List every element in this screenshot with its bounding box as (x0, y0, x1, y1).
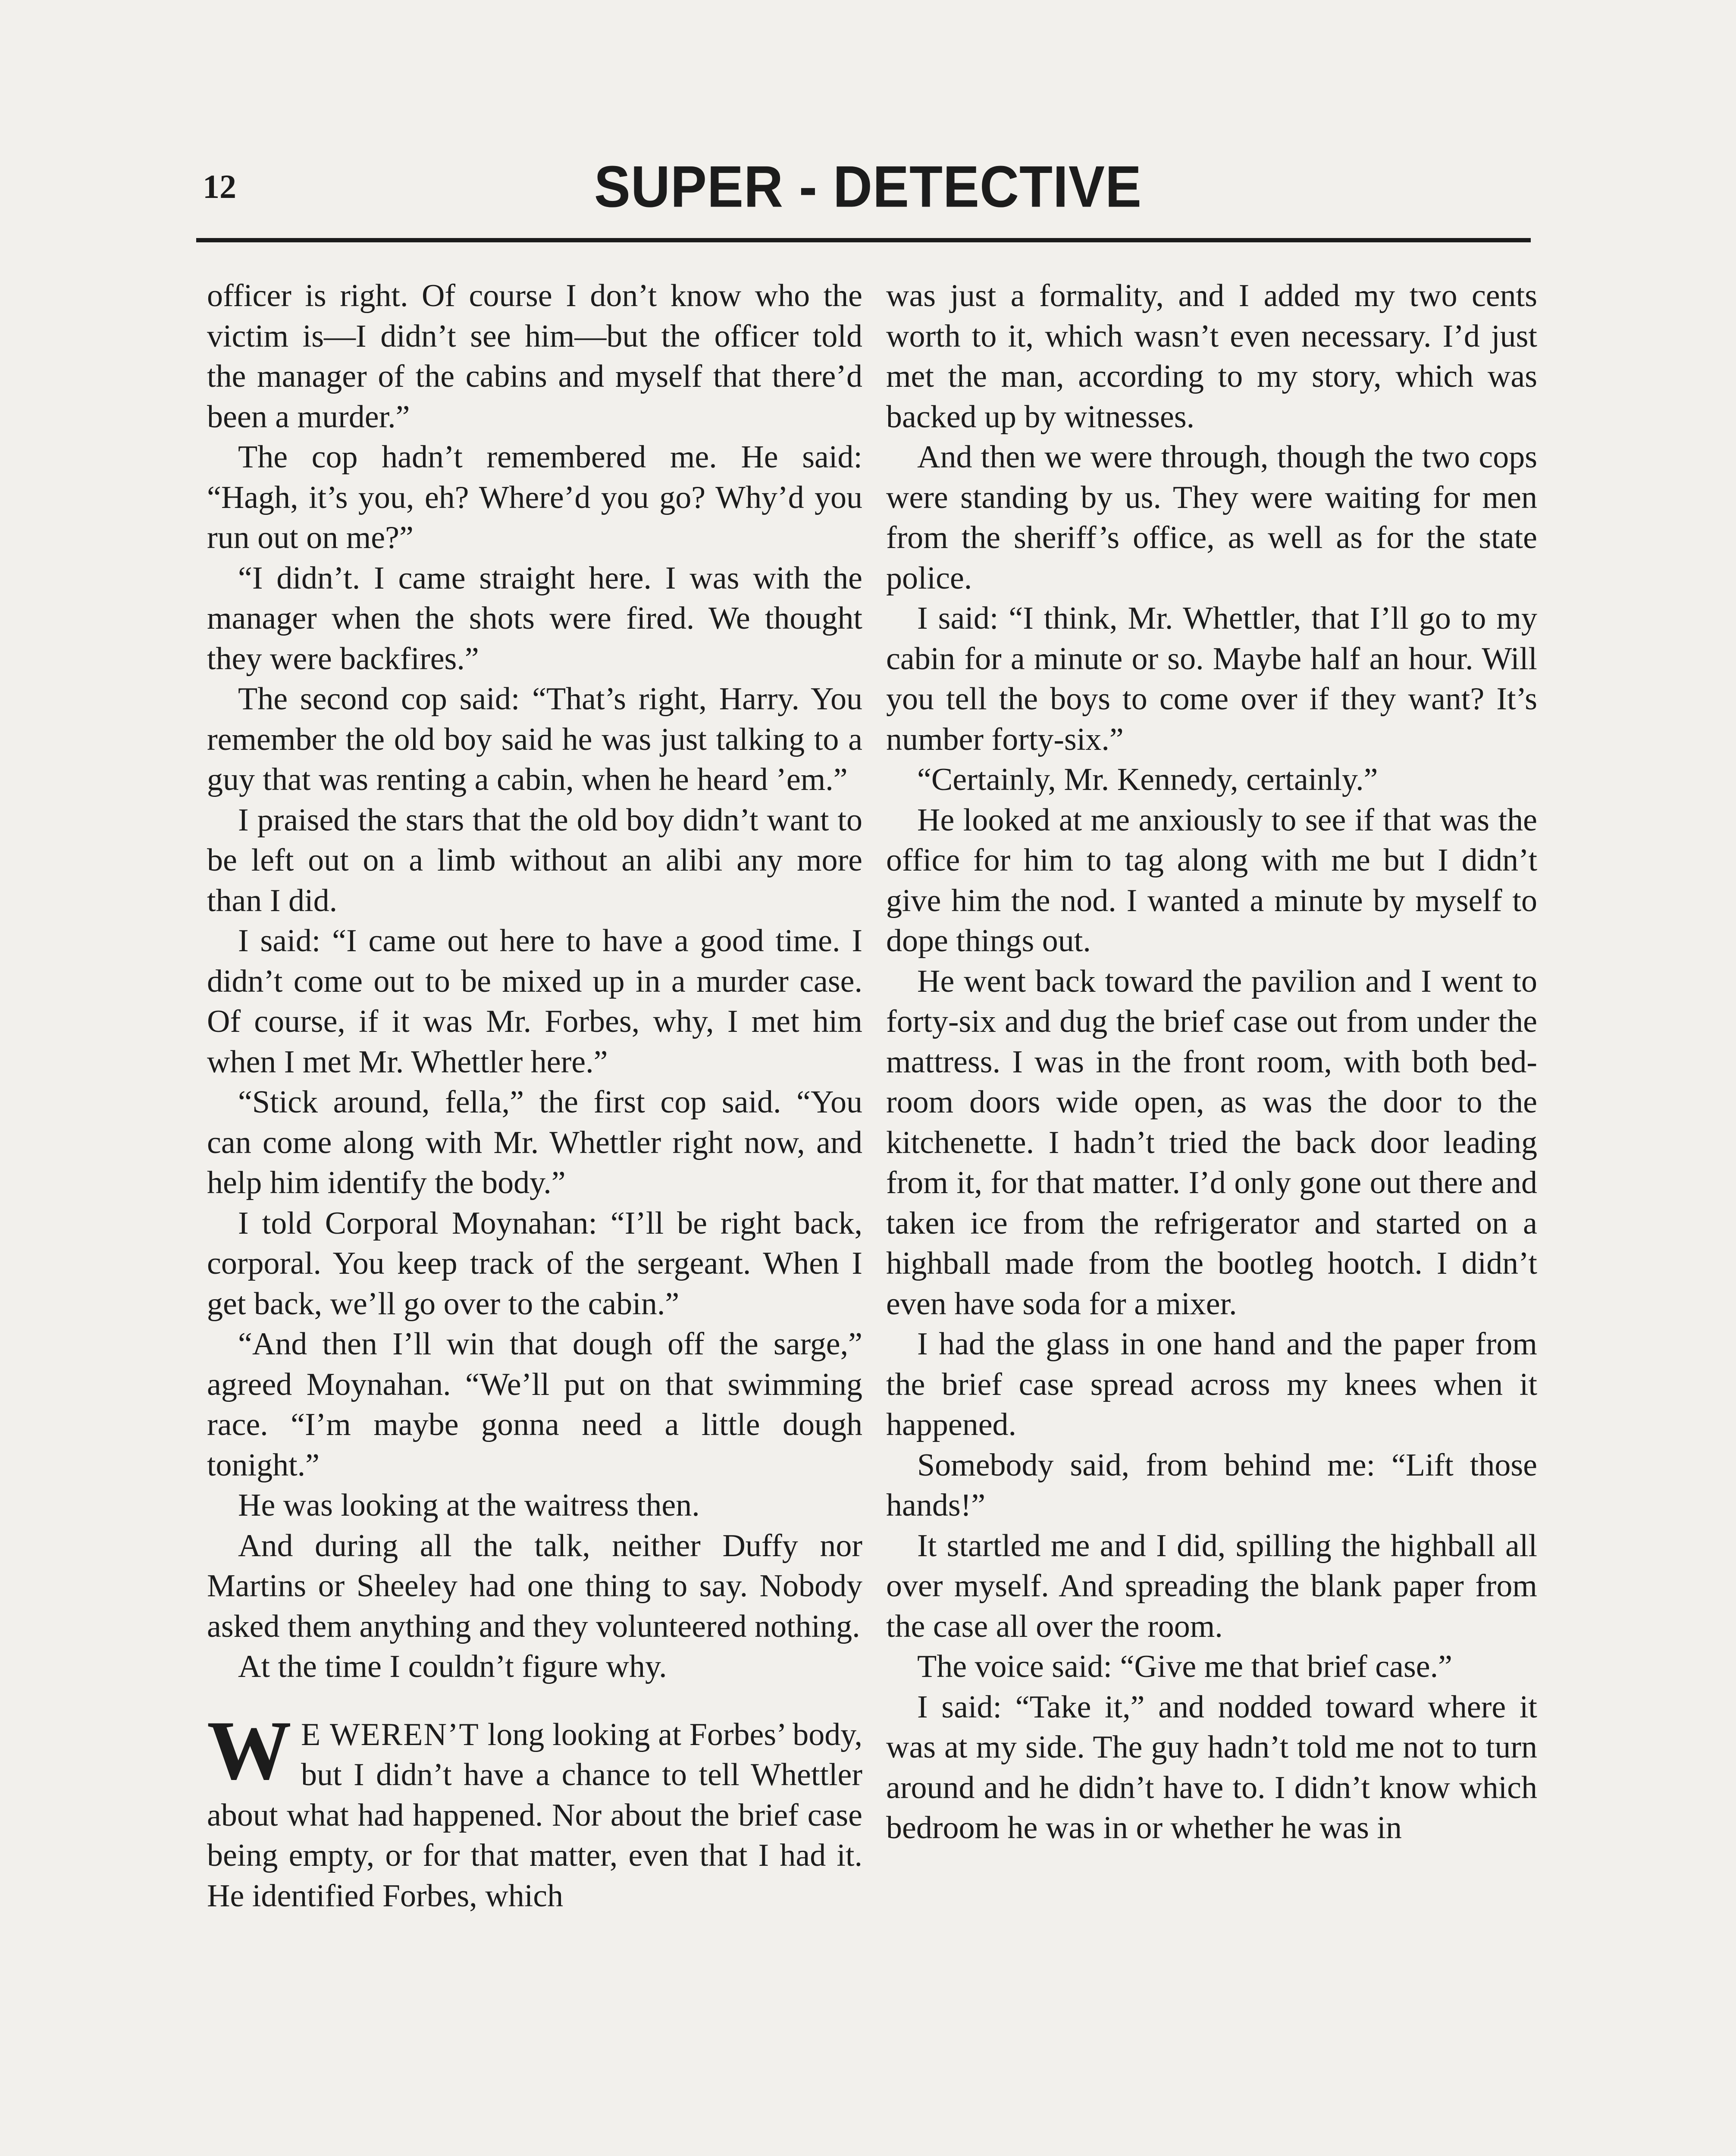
page-number: 12 (203, 168, 236, 205)
paragraph: He went back toward the pavilion and I went to forty-six and dug the brief case out from under the mattress. I was in the front room, with both bedroom doors wide open, as was the door to the kitchenette. I hadn’t tried the back door leading from it, for that matter. I’d only gone out there and taken ice from the refrigerator and started on a highball made from the bootleg hootch. I didn’t even have soda for a mixer. (886, 963, 1537, 1322)
paragraph: “And then I’ll win that dough off the sarge,” agreed Moynahan. “We’ll put on that swimming race. “I’m maybe gonna need a little dough tonight.” (207, 1326, 862, 1483)
paragraph: was just a formality, and I added my two cents worth to it, which wasn’t even necessary. I’d just met the man, according to my story, which was backed up by witnesses. (886, 278, 1537, 435)
paragraph: And then we were through, though the two cops were standing by us. They were waiting for men from the sheriff’s office, as well as for the state police. (886, 439, 1537, 596)
paragraph: Somebody said, from behind me: “Lift those hands!” (886, 1447, 1537, 1523)
paragraph: The second cop said: “That’s right, Harry. You remember the old boy said he was just talking to a guy that was renting a cabin, when he heard ’em.” (207, 681, 862, 797)
paragraph: officer is right. Of course I don’t know who the victim is—I didn’t see him—but the officer told the manager of the cabins and myself that there’d been a murder.” (207, 278, 862, 435)
paragraph: It startled me and I did, spilling the highball all over myself. And spreading the blank paper from the case all over the room. (886, 1528, 1537, 1644)
paragraph: “Stick around, fella,” the first cop said. “You can come along with Mr. Whettler right now, and help him identify the body.” (207, 1084, 862, 1200)
drop-cap: W (207, 1703, 291, 1797)
paragraph: “I didn’t. I came straight here. I was with the manager when the shots were fired. We thought they were backfires.” (207, 560, 862, 677)
paragraph: I had the glass in one hand and the paper from the brief case spread across my knees when it happened. (886, 1326, 1537, 1442)
paragraph: I said: “Take it,” and nodded toward where it was at my side. The guy hadn’t told me not to turn around and he didn’t have to. I didn’t know which bedroom he was in or whether he was in (886, 1689, 1537, 1846)
left-column (207, 276, 862, 1916)
section-lead-caps: E WEREN’T (301, 1717, 479, 1752)
header-rule (196, 238, 1531, 242)
paragraph: “Certainly, Mr. Kennedy, certainly.” (917, 762, 1378, 797)
paragraph: And during all the talk, neither Duffy nor Martins or Sheeley had one thing to say. Nobody asked them anything and they volunteered nothing. (207, 1528, 862, 1644)
right-column (886, 276, 1537, 1849)
paragraph: I told Corporal Moynahan: “I’ll be right back, corporal. You keep track of the sergeant. When I get back, we’ll go over to the cabin.” (207, 1205, 862, 1322)
paragraph: He looked at me anxiously to see if that was the office for him to tag along with me but I didn’t give him the nod. I wanted a minute by myself to dope things out. (886, 802, 1537, 959)
paragraph: I said: “I think, Mr. Whettler, that I’ll go to my cabin for a minute or so. Maybe half an hour. Will you tell the boys to come over if they want? It’s number forty-six.” (886, 601, 1537, 757)
section-text: long looking at Forbes’ body, but I didn’t have a chance to tell Whettler about what had happened. Nor about the brief case being empty, or for that matter, even that I had it. He identified Forbes, which (207, 1717, 862, 1914)
paragraph: At the time I couldn’t figure why. (238, 1649, 667, 1684)
section-opening-paragraph (207, 1703, 862, 1917)
paragraph: The voice said: “Give me that brief case.” (917, 1649, 1452, 1684)
magazine-title: SUPER - DETECTIVE (594, 154, 1142, 219)
paragraph: He was looking at the waitress then. (238, 1488, 700, 1523)
paragraph: I praised the stars that the old boy didn’t want to be left out on a limb without an alibi any more than I did. (207, 802, 862, 918)
paragraph: The cop hadn’t remembered me. He said: “Hagh, it’s you, eh? Where’d you go? Why’d you run out on me?” (207, 439, 862, 555)
paragraph: I said: “I came out here to have a good time. I didn’t come out to be mixed up in a murder case. Of course, if it was Mr. Forbes, why, I met him when I met Mr. Whettler here.” (207, 923, 862, 1080)
